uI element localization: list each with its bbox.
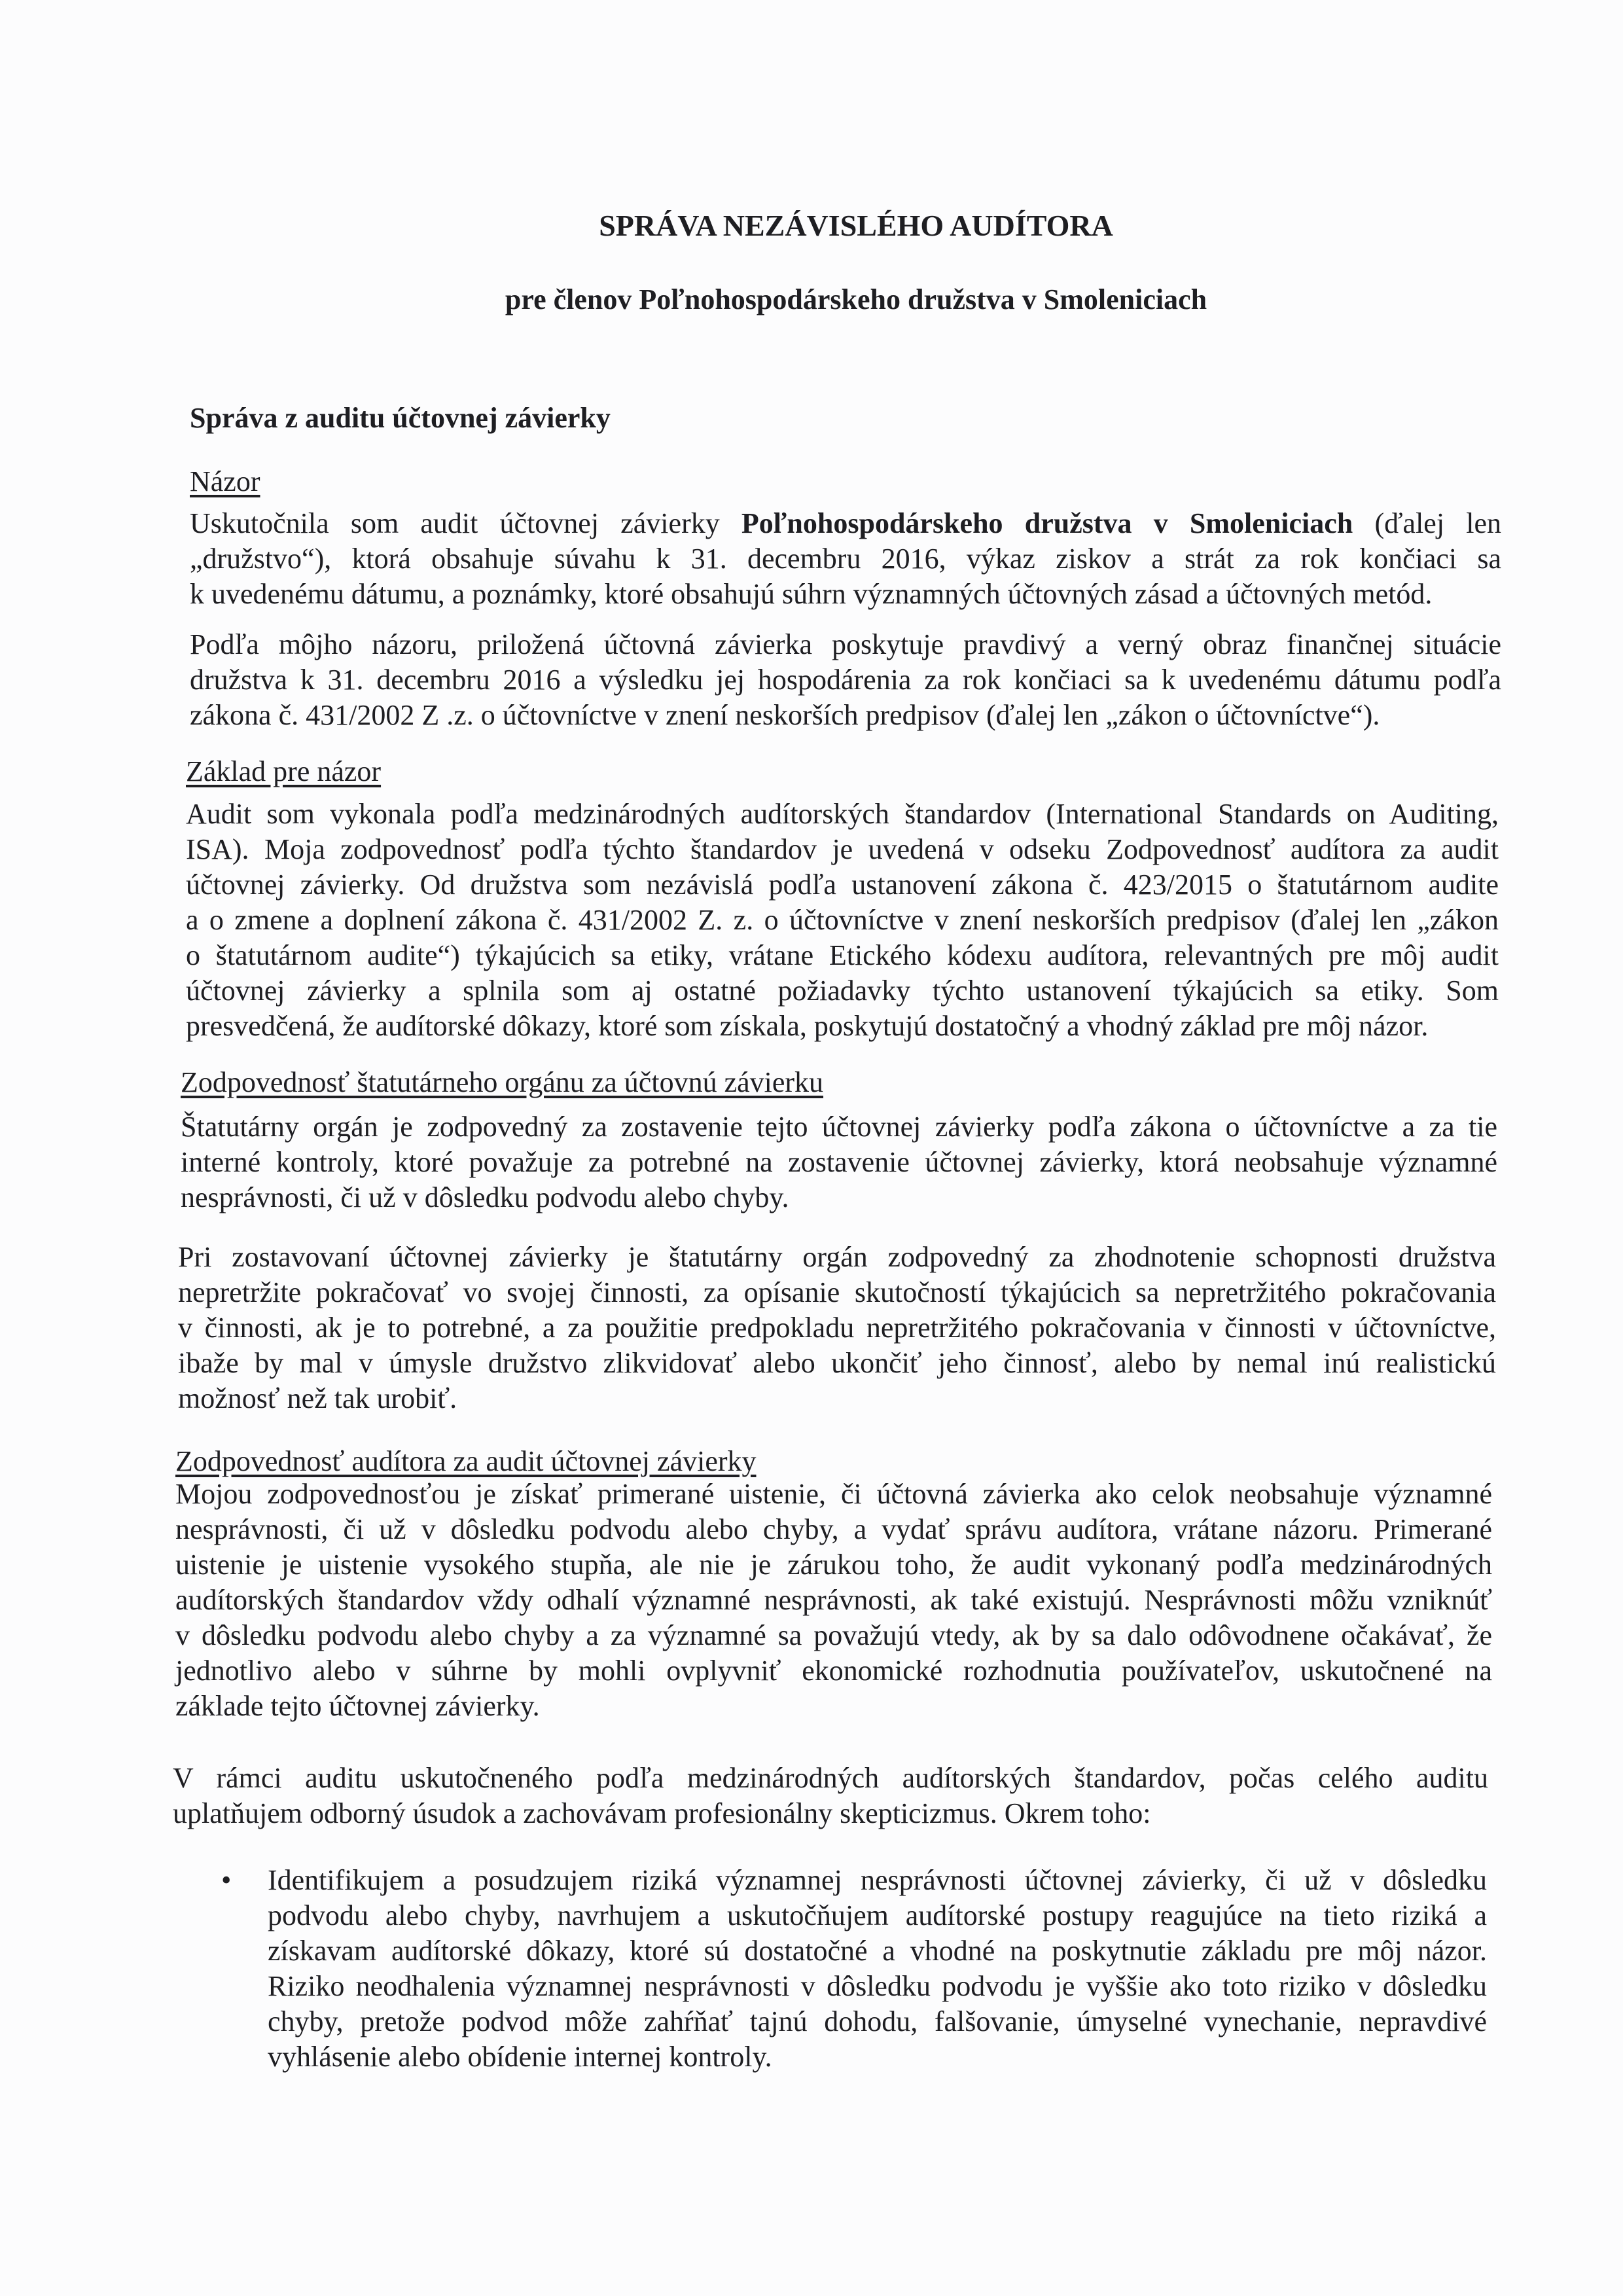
text-line: k uvedenému dátumu, a poznámky, ktoré obsahujú súhrn významných účtovných zásad a účtovných metód. (190, 578, 1433, 610)
text-line: vyhlásenie alebo obídenie internej kontroly. (268, 2041, 772, 2073)
bullet-item-1 (268, 1863, 1487, 2075)
bullet-icon: • (221, 1864, 232, 1896)
text-line: ibaže by mal v úmysle družstvo zlikvidovať alebo ukončiť jeho činnosť, alebo by nemal inú realistickú (178, 1347, 1496, 1379)
company-name: Poľnohospodárskeho družstva v Smoleniciach (741, 507, 1353, 539)
text-line: jednotlivo alebo v súhrne by mohli ovplyvniť ekonomické rozhodnutia používateľov, uskutočnené na (175, 1655, 1492, 1687)
paragraph-basis (186, 797, 1499, 1044)
heading-nazor: Názor (190, 465, 260, 497)
text-line: o štatutárnom audite“) týkajúcich sa etiky, vrátane Etického kódexu audítora, relevantných pre môj audit (186, 939, 1499, 971)
text-line: získavam audítorské dôkazy, ktoré sú dostatočné a vhodné na poskytnutie základu pre môj názor. (268, 1935, 1487, 1967)
text-line: audítorských štandardov vždy odhalí významné nesprávnosti, ak také existujú. Nesprávnosti môžu vzniknúť (175, 1584, 1492, 1616)
text-line: Mojou zodpovednosťou je získať primerané uistenie, či účtovná závierka ako celok neobsahuje významné (175, 1478, 1492, 1510)
section-heading: Správa z auditu účtovnej závierky (190, 402, 611, 434)
text-line: základe tejto účtovnej závierky. (175, 1690, 540, 1722)
text-line: uistenie je uistenie vysokého stupňa, ale nie je zárukou toho, že audit vykonaný podľa medzinárodných (175, 1549, 1492, 1581)
text-line: interné kontroly, ktoré považuje za potrebné na zostavenie účtovnej závierky, ktorá neobsahuje významné (181, 1146, 1497, 1178)
text-line: Pri zostavovaní účtovnej závierky je štatutárny orgán zodpovedný za zhodnotenie schopnosti družstva (178, 1241, 1496, 1273)
text-line: Audit som vykonala podľa medzinárodných audítorských štandardov (International Standards on Auditing, (186, 798, 1499, 830)
paragraph-opinion-2 (190, 627, 1501, 733)
text-line: a o zmene a doplnení zákona č. 431/2002 Z. z. o účtovníctve v znení neskorších predpisov (ďalej len „zákon (186, 904, 1499, 936)
text-line: nesprávnosti, či už v dôsledku podvodu alebo chyby, a vydať správu audítora, vrátane názoru. Primerané (175, 1513, 1492, 1545)
text-line: Identifikujem a posudzujem riziká významnej nesprávnosti účtovnej závierky, či už v dôsledku (268, 1864, 1487, 1896)
text-line: uplatňujem odborný úsudok a zachovávam profesionálny skepticizmus. Okrem toho: (173, 1797, 1151, 1829)
heading-auditor-responsibility: Zodpovednosť audítora za audit účtovnej závierky (175, 1445, 757, 1477)
heading-statutory-responsibility: Zodpovednosť štatutárneho orgánu za účtovnú závierku (181, 1066, 824, 1098)
text-line: „družstvo“), ktorá obsahuje súvahu k 31. decembru 2016, výkaz ziskov a strát za rok končiaci sa (190, 543, 1501, 575)
text-line: družstva k 31. decembru 2016 a výsledku jej hospodárenia za rok končiaci sa k uvedenému dátumu podľa (190, 664, 1501, 696)
text-line: v činnosti, ak je to potrebné, a za použitie predpokladu nepretržitého pokračovania v činnosti v účtovníctve, (178, 1312, 1496, 1344)
paragraph-statutory-1 (181, 1109, 1497, 1215)
text-line: účtovnej závierky. Od družstva som nezávislá podľa ustanovení zákona č. 423/2015 o štatutárnom audite (186, 869, 1499, 901)
report-title: SPRÁVA NEZÁVISLÉHO AUDÍTORA (599, 209, 1113, 242)
text-line: nesprávnosti, či už v dôsledku podvodu alebo chyby. (181, 1181, 789, 1213)
text-line: ISA). Moja zodpovednosť podľa týchto štandardov je uvedená v odseku Zodpovednosť audítora za audit (186, 833, 1499, 865)
paragraph-auditor-1 (175, 1477, 1492, 1724)
text-line: presvedčená, že audítorské dôkazy, ktoré som získala, poskytujú dostatočný a vhodný základ pre môj názor. (186, 1010, 1429, 1042)
paragraph-auditor-2 (173, 1761, 1488, 1831)
paragraph-opinion (190, 506, 1501, 612)
text-line: nepretržite pokračovať vo svojej činnosti, za opísanie skutočností týkajúcich sa nepretržitého pokračovania (178, 1276, 1496, 1308)
text-line: Podľa môjho názoru, priložená účtovná závierka poskytuje pravdivý a verný obraz finančnej situácie (190, 628, 1501, 660)
text-line: možnosť než tak urobiť. (178, 1382, 457, 1414)
text-line: zákona č. 431/2002 Z .z. o účtovníctve v znení neskorších predpisov (ďalej len „zákon o účtovníctve“). (190, 699, 1380, 731)
heading-zaklad: Základ pre názor (186, 755, 382, 787)
text-line: Štatutárny orgán je zodpovedný za zostavenie tejto účtovnej závierky podľa zákona o účtovníctve a za tie (181, 1111, 1497, 1143)
text-line: V rámci auditu uskutočneného podľa medzinárodných audítorských štandardov, počas celého auditu (173, 1762, 1488, 1794)
text-line: chyby, pretože podvod môže zahŕňať tajnú dohodu, falšovanie, úmyselné vynechanie, nepravdivé (268, 2005, 1487, 2037)
report-subtitle: pre členov Poľnohospodárskeho družstva v Smoleniciach (505, 283, 1207, 315)
paragraph-statutory-2 (178, 1240, 1496, 1416)
text-line: Riziko neodhalenia významnej nesprávnosti v dôsledku podvodu je vyššie ako toto riziko v dôsledku (268, 1970, 1487, 2002)
text-line: Uskutočnila som audit účtovnej závierky Poľnohospodárskeho družstva v Smoleniciach (ďalej len (190, 507, 1502, 539)
text-line: podvodu alebo chyby, navrhujem a uskutočňujem audítorské postupy reagujúce na tieto riziká a (268, 1899, 1487, 1931)
text-line: účtovnej závierky a splnila som aj ostatné požiadavky týchto ustanovení týkajúcich sa etiky. Som (186, 975, 1499, 1007)
text-line: v dôsledku podvodu alebo chyby a za významné sa považujú vtedy, ak by sa dalo odôvodnene očakávať, že (175, 1619, 1492, 1651)
